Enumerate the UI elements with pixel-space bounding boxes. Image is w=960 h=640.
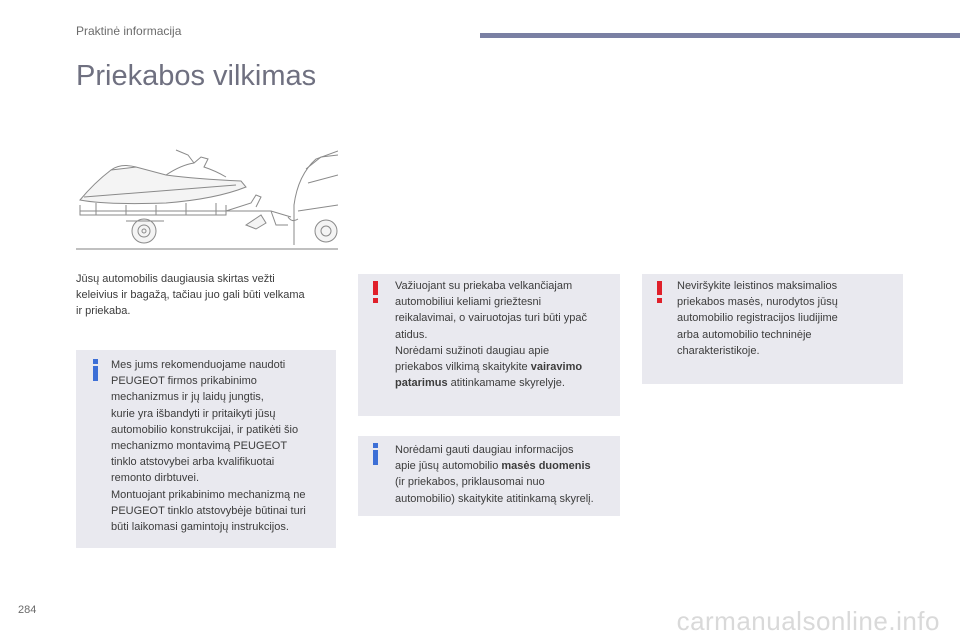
text-line: automobilio konstrukcijai, ir patikėti šio bbox=[111, 423, 299, 436]
warning-box-text bbox=[395, 278, 617, 391]
info-box-mass bbox=[358, 436, 620, 516]
warning-box-max-mass bbox=[642, 274, 903, 384]
text-line bbox=[395, 375, 617, 391]
info-icon bbox=[86, 358, 106, 382]
text-line: (ir priekabos, priklausomai nuo bbox=[395, 476, 545, 489]
text-line bbox=[395, 359, 617, 375]
text-run-bold: vairavimo bbox=[530, 361, 583, 374]
text-line: automobilio registracijos liudijime bbox=[677, 312, 838, 325]
text-run-bold: masės duomenis bbox=[501, 460, 591, 473]
text-line: mechanizmus ir jų laidų jungtis, bbox=[111, 391, 264, 404]
text-line: reikalavimai, o vairuotojas turi būti ypač bbox=[395, 312, 587, 325]
intro-line: ir priekaba. bbox=[76, 305, 131, 318]
text-line: automobilio) skaitykite atitinkamą skyrelį. bbox=[395, 492, 594, 505]
text-line: PEUGEOT tinklo atstovybėje būtinai turi bbox=[111, 504, 306, 517]
page-title: Priekabos vilkimas bbox=[76, 60, 317, 92]
text-line: būti laikomasi gamintojų instrukcijos. bbox=[111, 521, 289, 534]
warning-box-text bbox=[677, 278, 897, 359]
header-rule bbox=[480, 33, 960, 38]
text-line: kurie yra išbandyti ir pritaikyti jūsų bbox=[111, 407, 276, 420]
text-line: Norėdami gauti daugiau informacijos bbox=[395, 444, 574, 456]
text-line: automobiliui keliami griežtesni bbox=[395, 296, 542, 309]
intro-line: keleivius ir bagažą, tačiau juo gali būti velkama bbox=[76, 289, 305, 302]
warning-icon bbox=[650, 280, 670, 304]
text-run: priekabos vilkimą skaitykite bbox=[395, 361, 531, 374]
text-line: tinklo atstovybei arba kvalifikuotai bbox=[111, 456, 275, 469]
watermark: carmanualsonline.info bbox=[676, 606, 940, 636]
text-line: mechanizmo montavimą PEUGEOT bbox=[111, 440, 288, 453]
info-box-text bbox=[395, 442, 619, 507]
intro-line: Jūsų automobilis daugiausia skirtas vežti bbox=[76, 273, 275, 285]
intro-text bbox=[76, 271, 338, 320]
info-box-accessories bbox=[76, 350, 336, 548]
warning-icon bbox=[366, 280, 386, 304]
text-run-bold: patarimus bbox=[395, 377, 448, 390]
text-line: Montuojant prikabinimo mechanizmą ne bbox=[111, 488, 306, 501]
section-header: Praktinė informacija bbox=[76, 24, 182, 38]
text-line: arba automobilio techninėje bbox=[677, 328, 812, 341]
text-line: charakteristikoje. bbox=[677, 344, 760, 357]
text-run: atitinkamame skyrelyje. bbox=[447, 377, 565, 390]
text-line: Mes jums rekomenduojame naudoti bbox=[111, 359, 286, 371]
text-line: PEUGEOT firmos prikabinimo bbox=[111, 375, 257, 388]
text-line: Važiuojant su priekaba velkančiajam bbox=[395, 280, 573, 292]
info-icon bbox=[366, 442, 386, 466]
info-box-text bbox=[111, 357, 333, 535]
text-line: Neviršykite leistinos maksimalios bbox=[677, 280, 838, 292]
text-line: remonto dirbtuvei. bbox=[111, 472, 200, 485]
text-line: priekabos masės, nurodytos jūsų bbox=[677, 296, 838, 309]
warning-box-driving bbox=[358, 274, 620, 416]
text-line bbox=[395, 458, 619, 474]
text-run: apie jūsų automobilio bbox=[395, 460, 502, 473]
text-line: atidus. bbox=[395, 328, 428, 341]
page-number: 284 bbox=[18, 604, 37, 616]
text-line: Norėdami sužinoti daugiau apie bbox=[395, 344, 550, 357]
car-towing-jetski-trailer-illustration bbox=[76, 145, 338, 250]
